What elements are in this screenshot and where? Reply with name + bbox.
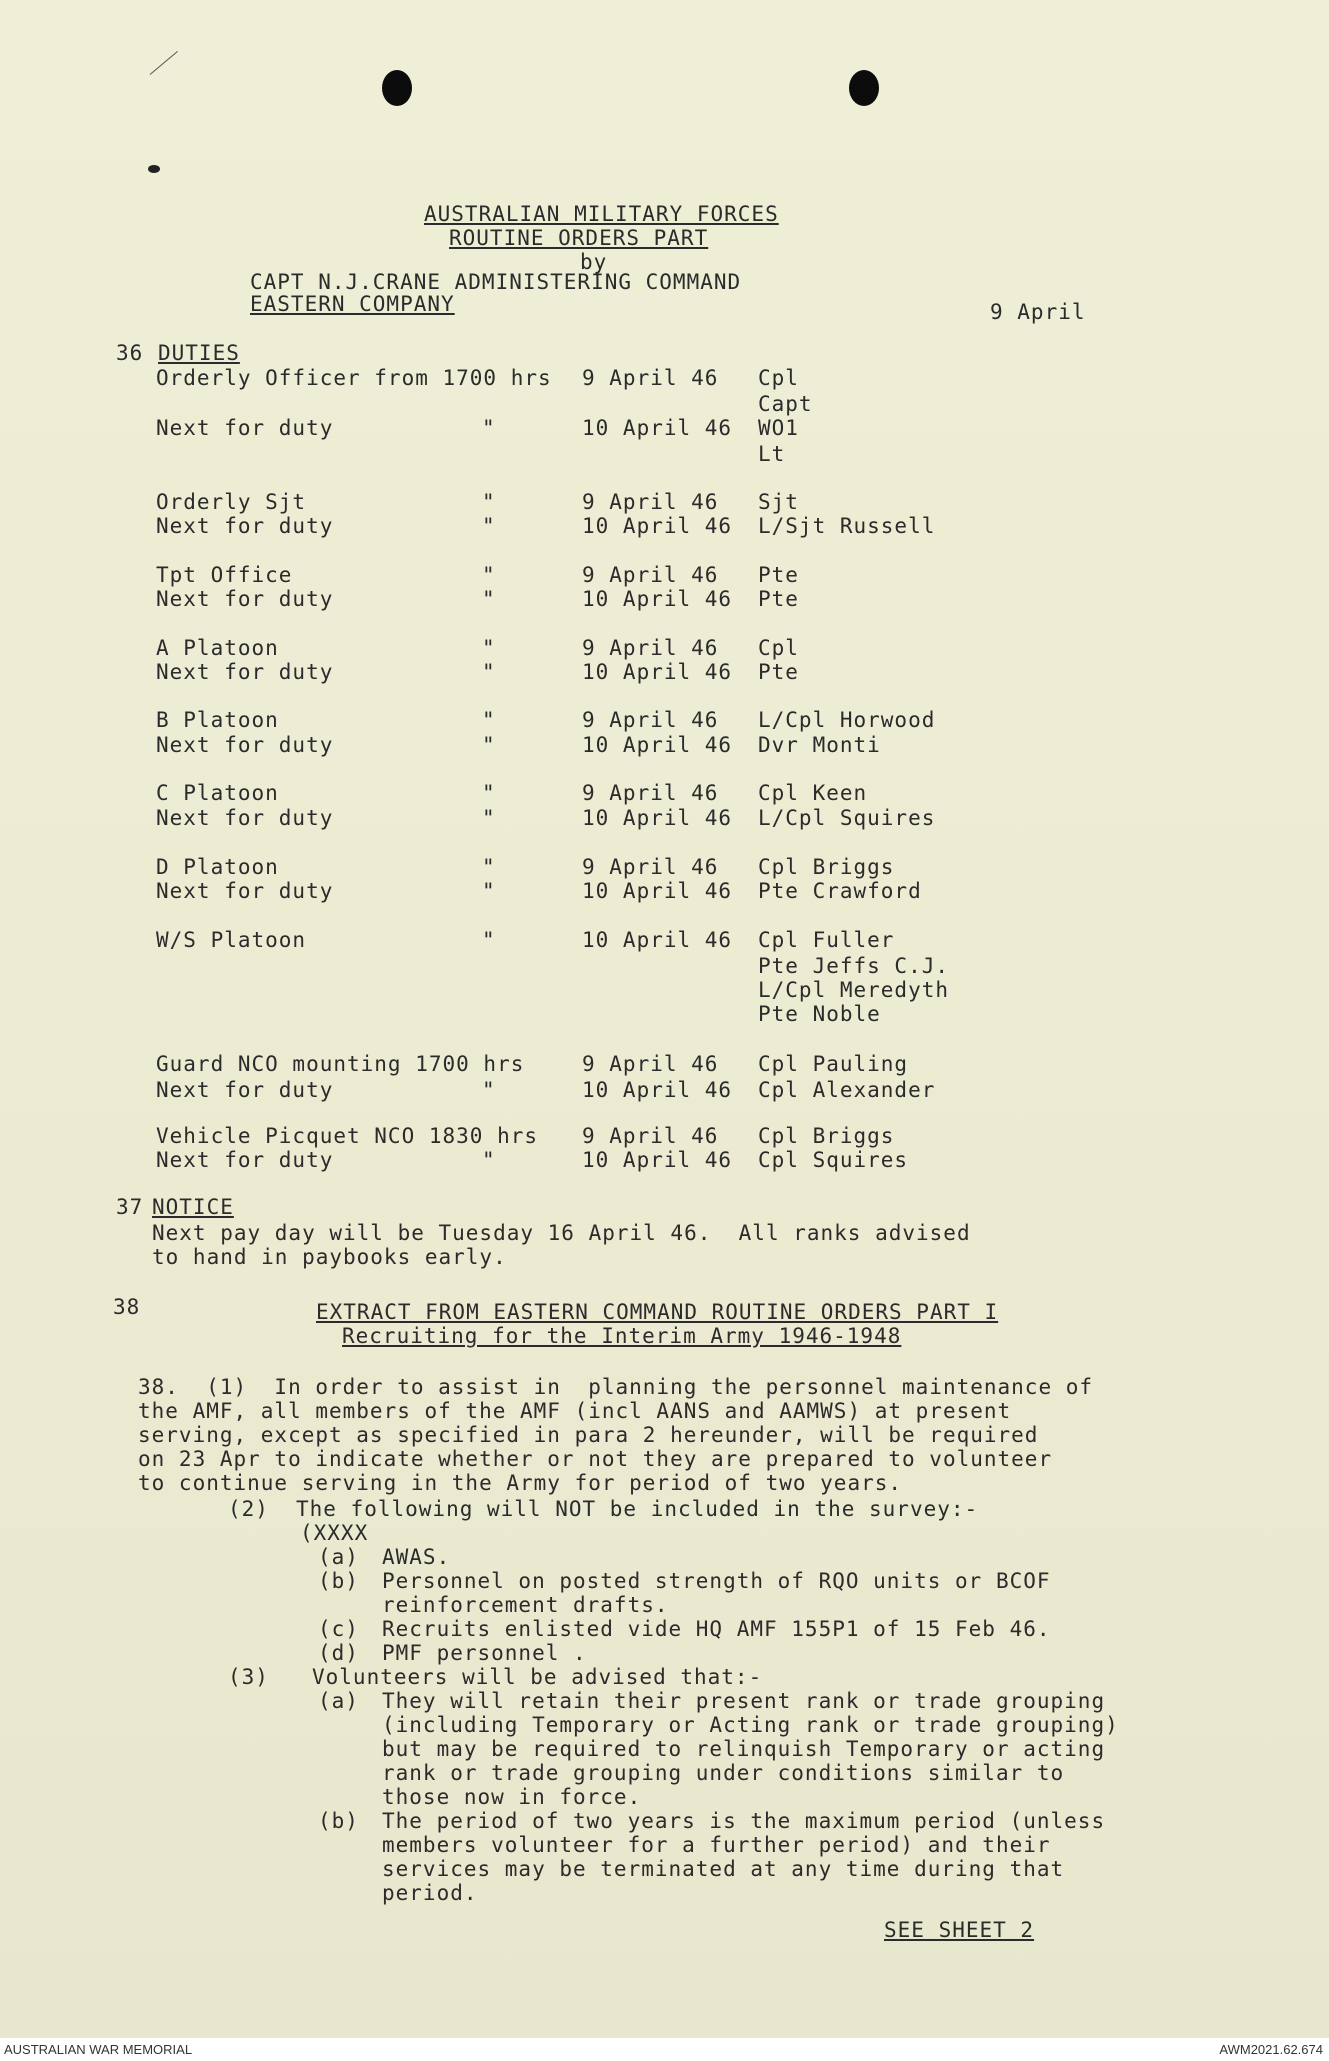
extract-heading: EXTRACT FROM EASTERN COMMAND ROUTINE ORDERS PART I xyxy=(316,1300,999,1324)
duty-date: 10 April 46 xyxy=(582,1078,733,1102)
duty-name: Cpl Fuller xyxy=(758,928,895,952)
duty-role: Guard NCO mounting 1700 hrs xyxy=(156,1052,525,1076)
duty-role: Next for duty xyxy=(156,806,334,830)
subparagraph-text: members volunteer for a further period) and their xyxy=(382,1833,1051,1857)
archive-footer xyxy=(0,2038,1329,2061)
duty-date: 10 April 46 xyxy=(582,416,733,440)
extract-line: on 23 Apr to indicate whether or not they are prepared to volunteer xyxy=(138,1447,1053,1471)
duty-date: 9 April 46 xyxy=(582,708,719,732)
section-number-notice: 37 xyxy=(116,1195,144,1219)
subparagraph-label: (c) xyxy=(318,1617,359,1641)
duty-role: Next for duty xyxy=(156,1148,334,1172)
duty-name: Cpl xyxy=(758,636,799,660)
header-issuer: CAPT N.J.CRANE ADMINISTERING COMMAND xyxy=(250,270,742,294)
duty-role: Next for duty xyxy=(156,733,334,757)
pen-mark xyxy=(150,51,178,75)
footer-right: AWM2021.62.674 xyxy=(1219,2042,1323,2057)
subparagraph-label: (a) xyxy=(318,1545,359,1569)
duty-role: Next for duty xyxy=(156,514,334,538)
subparagraph-text: The period of two years is the maximum period (unless xyxy=(382,1809,1106,1833)
subparagraph-text: (including Temporary or Acting rank or trade grouping) xyxy=(382,1713,1119,1737)
duty-name: Pte xyxy=(758,660,799,684)
subparagraph-label: (3) xyxy=(228,1665,269,1689)
subparagraph-label: (d) xyxy=(318,1641,359,1665)
duty-role: C Platoon xyxy=(156,781,279,805)
duty-name: L/Cpl Horwood xyxy=(758,708,936,732)
subparagraph-text: reinforcement drafts. xyxy=(382,1593,669,1617)
duty-date: 10 April 46 xyxy=(582,806,733,830)
duty-role: Orderly Sjt xyxy=(156,490,307,514)
duty-name: Pte Jeffs C.J. xyxy=(758,954,950,978)
duty-ditto: " xyxy=(482,1148,496,1172)
duty-name: Cpl Keen xyxy=(758,781,868,805)
duty-name: Cpl xyxy=(758,366,799,390)
ink-blot xyxy=(148,165,160,173)
duty-date: 10 April 46 xyxy=(582,587,733,611)
subparagraph-text: (XXXX xyxy=(300,1521,369,1545)
duty-name: Capt xyxy=(758,392,813,416)
see-sheet-note: SEE SHEET 2 xyxy=(884,1918,1035,1942)
duty-date: 9 April 46 xyxy=(582,490,719,514)
duty-ditto: " xyxy=(482,855,496,879)
header-unit: EASTERN COMPANY xyxy=(250,292,455,316)
section-number-extract: 38 xyxy=(113,1295,141,1319)
duty-role: Orderly Officer from 1700 hrs xyxy=(156,366,552,390)
subparagraph-text: PMF personnel . xyxy=(382,1641,587,1665)
duty-ditto: " xyxy=(482,781,496,805)
extract-line: to continue serving in the Army for period of two years. xyxy=(138,1471,903,1495)
duty-name: Pte Crawford xyxy=(758,879,922,903)
duty-name: L/Cpl Squires xyxy=(758,806,936,830)
subparagraph-text: AWAS. xyxy=(382,1545,451,1569)
duty-name: Cpl Alexander xyxy=(758,1078,936,1102)
subparagraph-text: rank or trade grouping under conditions similar to xyxy=(382,1761,1065,1785)
duty-name: Cpl Pauling xyxy=(758,1052,909,1076)
duty-ditto: " xyxy=(482,928,496,952)
header-subtitle: ROUTINE ORDERS PART xyxy=(449,226,709,250)
duty-role: Next for duty xyxy=(156,660,334,684)
duty-name: Cpl Briggs xyxy=(758,1124,895,1148)
duty-name: Pte Noble xyxy=(758,1002,881,1026)
duty-name: L/Cpl Meredyth xyxy=(758,978,950,1002)
duty-name: Pte xyxy=(758,563,799,587)
duty-date: 10 April 46 xyxy=(582,1148,733,1172)
duty-ditto: " xyxy=(482,563,496,587)
header-date: 9 April xyxy=(990,300,1086,324)
subparagraph-text: services may be terminated at any time during that xyxy=(382,1857,1065,1881)
punch-hole-left xyxy=(382,70,412,106)
extract-line: serving, except as specified in para 2 hereunder, will be required xyxy=(138,1423,1039,1447)
notice-line-1: Next pay day will be Tuesday 16 April 46. All ranks advised xyxy=(152,1221,971,1245)
duty-ditto: " xyxy=(482,806,496,830)
duty-role: Next for duty xyxy=(156,1078,334,1102)
duty-name: Dvr Monti xyxy=(758,733,881,757)
duty-ditto: " xyxy=(482,416,496,440)
duty-ditto: " xyxy=(482,587,496,611)
subparagraph-label: (2) xyxy=(228,1497,269,1521)
subparagraph-label: (a) xyxy=(318,1689,359,1713)
duty-date: 10 April 46 xyxy=(582,514,733,538)
header-title: AUSTRALIAN MILITARY FORCES xyxy=(424,202,779,226)
extract-line: 38. (1) In order to assist in planning the personnel maintenance of xyxy=(138,1375,1094,1399)
subparagraph-text: Recruits enlisted vide HQ AMF 155P1 of 15 Feb 46. xyxy=(382,1617,1051,1641)
subparagraph-text: They will retain their present rank or trade grouping xyxy=(382,1689,1106,1713)
duty-role: Tpt Office xyxy=(156,563,293,587)
subparagraph-text: The following will NOT be included in the survey:- xyxy=(296,1497,979,1521)
duty-ditto: " xyxy=(482,708,496,732)
duty-ditto: " xyxy=(482,660,496,684)
duty-name: Cpl Squires xyxy=(758,1148,909,1172)
duty-name: L/Sjt Russell xyxy=(758,514,936,538)
duty-name: WO1 xyxy=(758,416,799,440)
subparagraph-text: but may be required to relinquish Temporary or acting xyxy=(382,1737,1106,1761)
header-by: by xyxy=(580,250,608,274)
duty-ditto: " xyxy=(482,490,496,514)
duty-role: B Platoon xyxy=(156,708,279,732)
notice-line-2: to hand in paybooks early. xyxy=(152,1245,507,1269)
duty-ditto: " xyxy=(482,636,496,660)
duty-date: 10 April 46 xyxy=(582,928,733,952)
punch-hole-right xyxy=(849,70,879,106)
duty-role: Next for duty xyxy=(156,879,334,903)
duty-date: 9 April 46 xyxy=(582,1124,719,1148)
duty-date: 10 April 46 xyxy=(582,660,733,684)
duty-ditto: " xyxy=(482,879,496,903)
section-heading-notice: NOTICE xyxy=(152,1195,234,1219)
duty-name: Lt xyxy=(758,442,786,466)
duty-role: Vehicle Picquet NCO 1830 hrs xyxy=(156,1124,539,1148)
section-number-duties: 36 xyxy=(116,341,144,365)
duty-name: Pte xyxy=(758,587,799,611)
duty-date: 9 April 46 xyxy=(582,855,719,879)
duty-ditto: " xyxy=(482,514,496,538)
duty-role: Next for duty xyxy=(156,587,334,611)
duty-date: 10 April 46 xyxy=(582,879,733,903)
extract-line: the AMF, all members of the AMF (incl AANS and AAMWS) at present xyxy=(138,1399,1012,1423)
section-heading-duties: DUTIES xyxy=(158,341,240,365)
subparagraph-label: (b) xyxy=(318,1809,359,1833)
subparagraph-label: (b) xyxy=(318,1569,359,1593)
subparagraph-text: period. xyxy=(382,1881,478,1905)
duty-role: D Platoon xyxy=(156,855,279,879)
duty-name: Cpl Briggs xyxy=(758,855,895,879)
duty-ditto: " xyxy=(482,733,496,757)
duty-role: Next for duty xyxy=(156,416,334,440)
duty-date: 9 April 46 xyxy=(582,781,719,805)
duty-ditto: " xyxy=(482,1078,496,1102)
duty-date: 9 April 46 xyxy=(582,563,719,587)
subparagraph-text: Volunteers will be advised that:- xyxy=(312,1665,763,1689)
duty-name: Sjt xyxy=(758,490,799,514)
duty-date: 9 April 46 xyxy=(582,366,719,390)
duty-date: 9 April 46 xyxy=(582,1052,719,1076)
duty-role: W/S Platoon xyxy=(156,928,307,952)
subparagraph-text: those now in force. xyxy=(382,1785,642,1809)
extract-subheading: Recruiting for the Interim Army 1946-1948 xyxy=(342,1324,902,1348)
duty-date: 9 April 46 xyxy=(582,636,719,660)
subparagraph-text: Personnel on posted strength of RQO units or BCOF xyxy=(382,1569,1051,1593)
footer-left: AUSTRALIAN WAR MEMORIAL xyxy=(4,2042,193,2057)
duty-date: 10 April 46 xyxy=(582,733,733,757)
duty-role: A Platoon xyxy=(156,636,279,660)
